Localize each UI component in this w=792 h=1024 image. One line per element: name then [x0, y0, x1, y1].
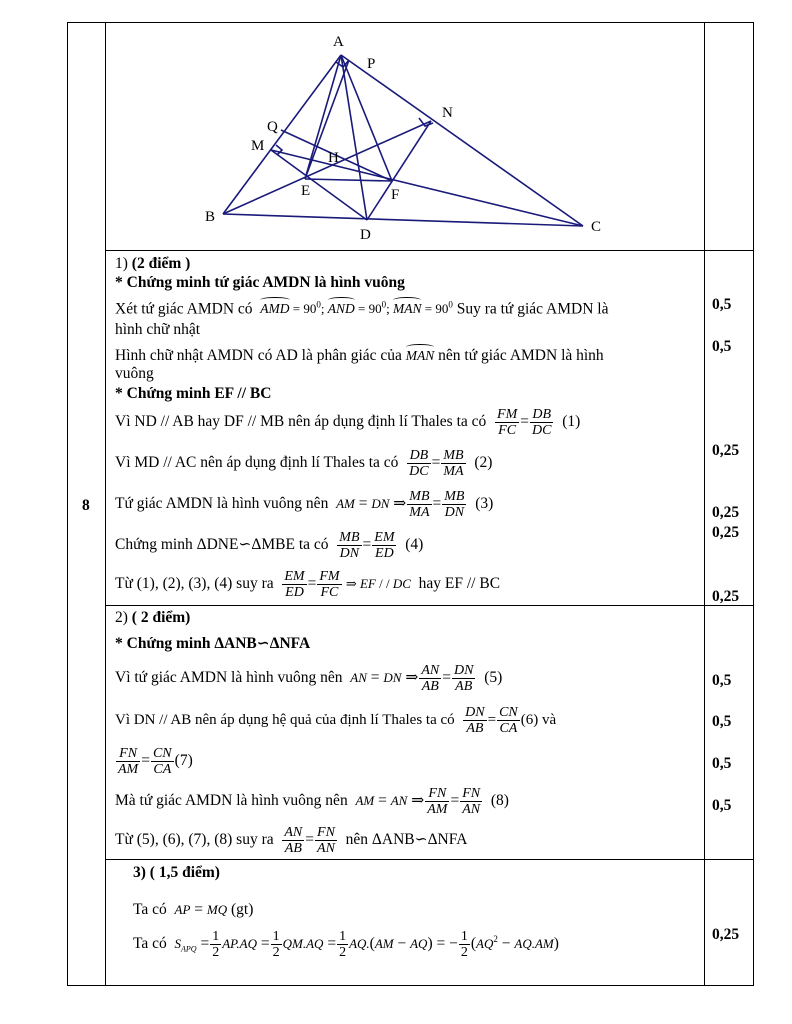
edge-BC	[223, 214, 583, 226]
score-p1-1: 0,5	[712, 296, 732, 313]
label-D: D	[360, 227, 371, 243]
label-C: C	[591, 219, 602, 235]
part1-line1: Xét tứ giác AMDN có AMD = $90^0$; AND = $90^0$; MAN = $90^0$ Suy ra tứ giác AMDN là	[115, 296, 608, 318]
part1-sub1: * Chứng minh tứ giác AMDN là hình vuông	[115, 274, 405, 291]
score-p1-4: 0,25	[712, 504, 740, 521]
score-p1-6: 0,25	[712, 588, 740, 605]
geometry-figure	[105, 22, 704, 250]
label-F: F	[391, 187, 400, 203]
part1-line2: Hình chữ nhật AMDN có AD là phân giác của MAN nên tứ giác AMDN là hình	[115, 344, 604, 365]
score-p2-3: 0,5	[712, 755, 732, 772]
label-E: E	[301, 183, 311, 199]
part1-heading: 1) (2 điểm )	[115, 255, 191, 272]
part3-heading: 3) ( 1,5 điểm)	[133, 864, 220, 881]
part2-line2: Vì DN // AB nên áp dụng hệ quả của định lí Thales ta có $\frac{DN}{AB}$ = $\frac{CN}{CA}$ (6) và	[115, 705, 557, 737]
part3-line2: Ta có $S_{APQ}$ = $\frac{1}{2}$ AP.AQ = $\frac{1}{2}$ QM.AQ = $\frac{1}{2}$ AQ.(AM − AQ) = − $\frac{1}{2}$ $(AQ^2 - AQ.AM)$	[133, 929, 559, 961]
part1-line6: Chứng minh ΔDNE∽ΔMBE ta có $\frac{MB}{DN}$ = $\frac{EM}{ED}$ (4)	[115, 529, 424, 561]
score-p2-4: 0,5	[712, 797, 732, 814]
edge-MD	[271, 150, 367, 220]
score-p1-3: 0,25	[712, 442, 740, 459]
part1-line4: Vì MD // AC nên áp dụng định lí Thales ta có $\frac{DB}{DC}$ = $\frac{MB}{MA}$ (2)	[115, 447, 493, 479]
part1-line3: Vì ND // AB hay DF // MB nên áp dụng định lí Thales ta có $\frac{FM}{FC}$ = $\frac{DB}{DC}$ (1)	[115, 406, 581, 438]
part3-line1: Ta có AP = MQ (gt)	[133, 901, 254, 918]
part1-line2c: vuông	[115, 365, 154, 382]
edge-AC	[341, 55, 583, 226]
score-p2-2: 0,5	[712, 713, 732, 730]
part1-line7: Từ (1), (2), (3), (4) suy ra $\frac{EM}{ED}$ = $\frac{FM}{FC}$ ⇒ EF / / DC hay EF // BC	[115, 568, 501, 600]
score-p2-1: 0,5	[712, 672, 732, 689]
part2-line5: Từ (5), (6), (7), (8) suy ra $\frac{AN}{AB}$ = $\frac{FN}{AN}$ nên ΔANB∽ΔNFA	[115, 824, 468, 856]
part1-line5: Tứ giác AMDN là hình vuông nên AM = DN ⇒ $\frac{MB}{MA}$ = $\frac{MB}{DN}$ (3)	[115, 488, 494, 520]
label-N: N	[442, 105, 453, 121]
part2-line1: Vì tứ giác AMDN là hình vuông nên AN = DN ⇒ $\frac{AN}{AB}$ = $\frac{DN}{AB}$ (5)	[115, 662, 503, 694]
score-p1-5: 0,25	[712, 524, 740, 541]
edge-AB	[223, 55, 341, 214]
label-H: H	[328, 150, 339, 166]
part2-heading: 2) ( 2 điểm)	[115, 609, 191, 626]
line-MC	[271, 150, 583, 226]
part2-line3: $\frac{FN}{AM}$ = $\frac{CN}{CA}$ (7)	[118, 745, 193, 777]
part2-sub: * Chứng minh ΔANB∽ΔNFA	[115, 635, 311, 652]
label-P: P	[367, 56, 376, 72]
label-B: B	[205, 209, 216, 225]
label-M: M	[251, 138, 265, 154]
line-EF	[305, 179, 392, 181]
score-p1-2: 0,5	[712, 338, 732, 355]
part2-line4: Mà tứ giác AMDN là hình vuông nên AM = AN ⇒ $\frac{FN}{AM}$ = $\frac{FN}{AN}$ (8)	[115, 785, 509, 817]
label-A: A	[333, 34, 344, 50]
edge-AD	[341, 55, 367, 220]
line-BN	[223, 121, 431, 214]
label-Q: Q	[267, 119, 278, 135]
score-p3-1: 0,25	[712, 926, 740, 943]
part1-line1c: hình chữ nhật	[115, 321, 201, 338]
row-number: 8	[82, 497, 90, 514]
part1-sub2: * Chứng minh EF // BC	[115, 385, 272, 402]
